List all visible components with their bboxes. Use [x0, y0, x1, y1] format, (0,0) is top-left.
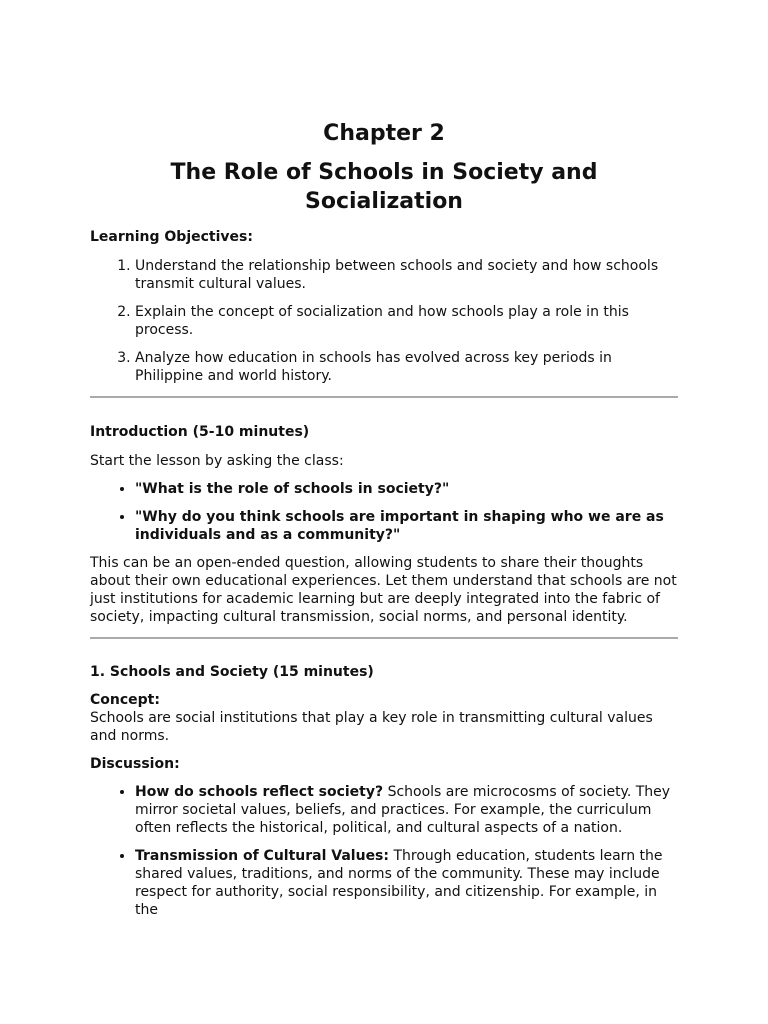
objectives-list — [90, 257, 678, 385]
introduction-questions — [90, 480, 678, 544]
concept-label: Concept: — [90, 692, 160, 708]
introduction-lead: Start the lesson by asking the class: — [90, 453, 344, 469]
discussion-label: Discussion: — [90, 756, 180, 772]
objective-item: 2. Explain the concept of socialization and how schools play a role in this process. — [135, 303, 678, 339]
chapter-number: Chapter 2 — [323, 121, 445, 146]
discussion-term: How do schools reflect society? — [135, 784, 384, 800]
document-page — [90, 120, 678, 919]
question-text: "What is the role of schools in society?" — [135, 481, 450, 497]
objective-item: 1. Understand the relationship between schools and society and how schools transmit cultural values. — [135, 257, 678, 293]
discussion-term: Transmission of Cultural Values: — [135, 848, 389, 864]
section-heading: 1. Schools and Society (15 minutes) — [90, 664, 374, 680]
discussion-text: Through education, students learn the shared values, traditions, and norms of the community. These may include respect for authority, social responsibility, and citizenship. For example, in the — [135, 848, 663, 918]
section-divider — [90, 637, 678, 639]
objective-item: 3. Analyze how education in schools has evolved across key periods in Philippine and world history. — [135, 349, 678, 385]
section-divider — [90, 396, 678, 398]
question-item — [135, 508, 678, 544]
question-item — [135, 480, 678, 498]
discussion-text: Schools are microcosms of society. They mirror societal values, beliefs, and practices. For example, the curriculum often reflects the historical, political, and cultural aspects of a nation. — [135, 784, 671, 836]
chapter-title: The Role of Schools in Society and Socialization — [170, 160, 598, 214]
discussion-item — [135, 783, 678, 837]
concept-text: Schools are social institutions that play a key role in transmitting cultural values and norms. — [90, 710, 653, 744]
introduction-paragraph: This can be an open-ended question, allowing students to share their thoughts about their own educational experiences. Let them understand that schools are not just institutions for academic learning but are deeply integrated into the fabric of society, impacting cultural transmission, social norms, and personal identity. — [90, 555, 677, 625]
discussion-item — [135, 847, 678, 919]
discussion-points — [90, 783, 678, 919]
objectives-heading: Learning Objectives: — [90, 229, 253, 245]
question-text: "Why do you think schools are important in shaping who we are as individuals and as a community?" — [135, 509, 664, 543]
introduction-heading: Introduction (5-10 minutes) — [90, 424, 310, 440]
